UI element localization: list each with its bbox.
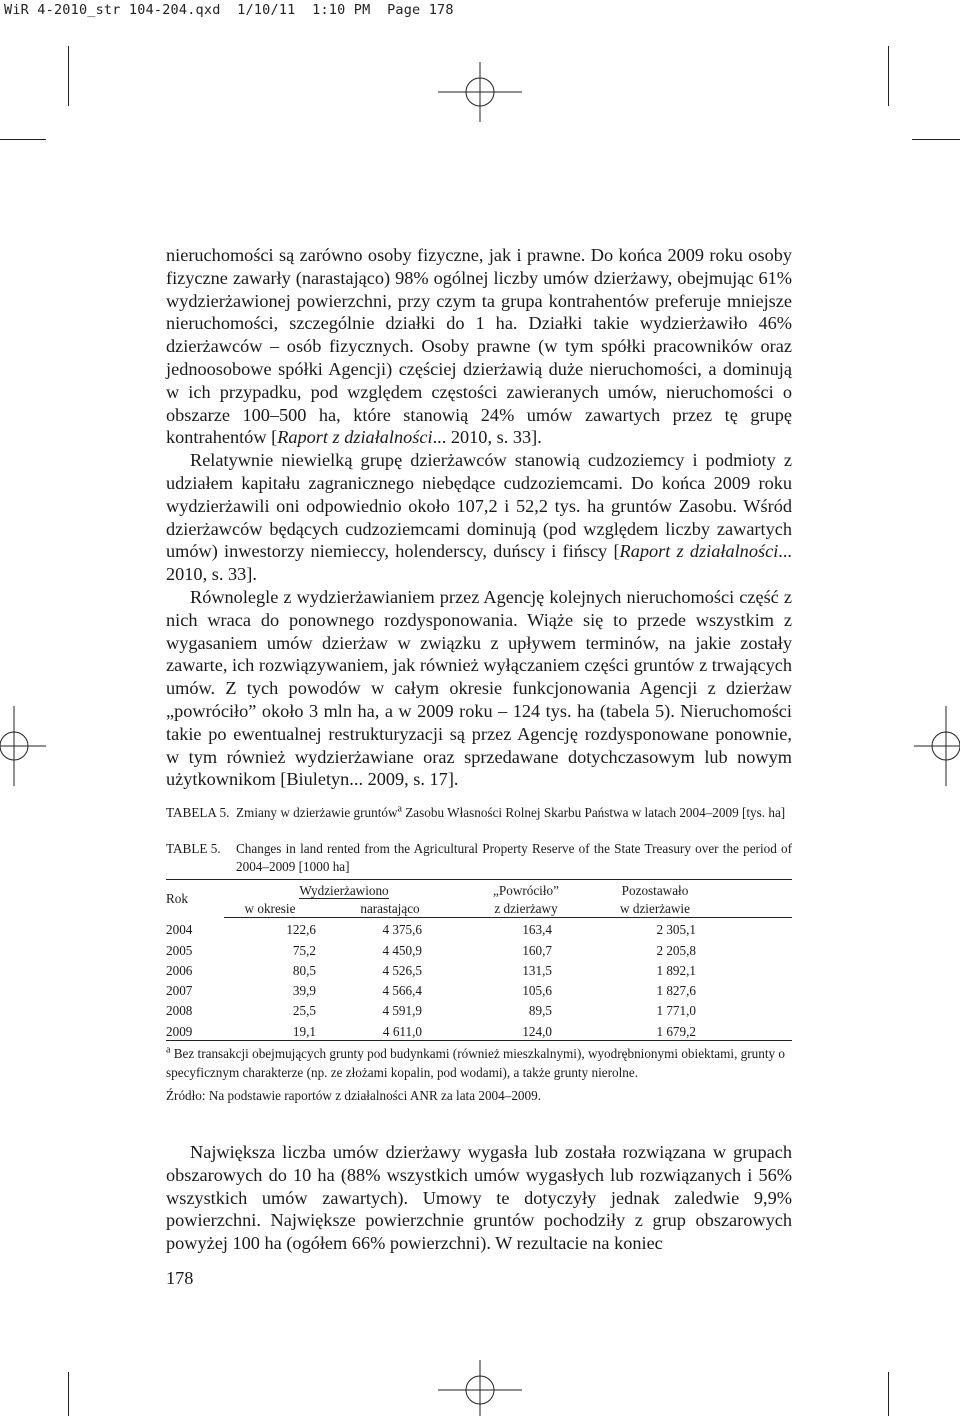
crop-mark xyxy=(68,46,69,106)
table-source: Źródło: Na podstawie raportów z działalności ANR za lata 2004–2009. xyxy=(166,1088,542,1103)
header-narastajaco: narastająco xyxy=(316,899,464,918)
header-z-dzierzawy: z dzierżawy xyxy=(464,899,588,918)
registration-mark-icon xyxy=(914,706,960,786)
bottom-text xyxy=(166,1141,792,1255)
paragraph: Relatywnie niewielką grupę dzierżawców stanowią cudzoziemcy i podmioty z udziałem kapitału zagranicznego niebędące cudzoziemcami. Do końca 2009 roku wydzierżawili oni odpowiednio około 107,2 i 52,2 tys. ha gruntów Zasobu. Wśród dzierżawców będących cudzoziemcami dominują (pod względem liczby zawartych umów) inwestorzy niemieccy, holenderscy, duńscy i fińscy [Raport z działalności... 2010, s. 33]. xyxy=(166,450,792,585)
table-row: 2005 75,2 4 450,9 160,7 2 205,8 xyxy=(166,942,696,958)
table-caption-en xyxy=(166,840,792,876)
paragraph: Największa liczba umów dzierżawy wygasła lub została rozwiązana w grupach obszarowych do 10 ha (88% wszystkich umów wygasłych lub rozwiązanych i 56% wszystkich umów zawartych). Umowy te dotyczyły jednak zaledwie 9,9% powierzchni. Największe powierzchnie gruntów pochodziły z grup obszarowych powyżej 100 ha (ogółem 66% powierzchni). W rezultacie na koniec xyxy=(166,1142,792,1254)
table-row: 2006 80,5 4 526,5 131,5 1 892,1 xyxy=(166,962,696,978)
caption-text: Zmiany w dzierżawie gruntów xyxy=(236,805,398,820)
header-w-okresie: w okresie xyxy=(224,899,316,918)
crop-mark xyxy=(68,1372,69,1416)
file-slug: WiR 4-2010_str 104-204.qxd 1/10/11 1:10 PM Page 178 xyxy=(4,2,454,18)
header-rok: Rok xyxy=(166,880,224,918)
header-pozostawalo: Pozostawało xyxy=(588,880,722,900)
table-caption-pl: TABELA 5. Zmiany w dzierżawie gruntów$^a$ Zasobu Własności Rolnej Skarbu Państwa w latach 2004–2009 [tys. ha] xyxy=(166,803,786,820)
header-powrocilo: „Powróciło” xyxy=(464,880,588,900)
crop-mark xyxy=(888,46,889,106)
crop-mark xyxy=(888,1372,889,1416)
registration-mark-icon xyxy=(0,706,46,786)
caption-label: TABLE 5. xyxy=(166,841,221,856)
data-table xyxy=(166,879,792,1041)
table-row: 2004 122,6 4 375,6 163,4 2 305,1 xyxy=(166,922,696,938)
registration-mark-icon xyxy=(438,62,522,122)
crop-mark xyxy=(912,139,960,140)
header-wydzierzawiono: Wydzierżawiono xyxy=(224,880,464,900)
caption-text: Changes in land rented from the Agricultural Property Reserve of the State Treasury over the period of 2004–2009 [1000 ha] xyxy=(236,841,792,874)
registration-mark-icon xyxy=(438,1360,522,1416)
table-footnote: $^a$ Bez transakcji obejmujących grunty pod budynkami (również mieszkalnymi), wyodrębnionymi obiektami, grunty o specyficznym charakterze (np. ze złożami kopalin, pod wodami), a także grunty nierolne. xyxy=(166,1044,785,1080)
main-text xyxy=(166,244,792,791)
header-w-dzierzawie: w dzierżawie xyxy=(588,899,722,918)
paragraph: nieruchomości są zarówno osoby fizyczne, jak i prawne. Do końca 2009 roku osoby fizyczne zawarły (narastająco) 98% ogólnej liczby umów dzierżawy, obejmując 61% wydzierżawionej powierzchni, przy czym ta grupa kontrahentów preferuje mniejsze nieruchomości, szczególnie działki do 1 ha. Działki takie wydzierżawiło 46% dzierżawców – osób fizycznych. Osoby prawne (w tym spółki pracowników oraz jednoosobowe spółki Agencji) częściej dzierżawią duże nieruchomości, a dominują w ich przypadku, pod względem częstości zawieranych umów, nieruchomości o obszarze 100–500 ha, które stanowią 24% umów zawartych przez tę grupę kontrahentów [Raport z działalności... 2010, s. 33]. xyxy=(166,245,792,448)
table-row: 2009 19,1 4 611,0 124,0 1 679,2 xyxy=(166,1019,792,1040)
crop-mark xyxy=(0,139,46,140)
paragraph: Równolegle z wydzierżawianiem przez Agencję kolejnych nieruchomości część z nich wraca do ponownego rozdysponowania. Wiąże się to przede wszystkim z wygasaniem umów dzierżaw w związku z upływem terminów, na jakie zostały zawarte, ich rozwiązywaniem, jak również wyłączaniem części gruntów z trwających umów. Z tych powodów w całym okresie funkcjonowania Agencji z dzierżaw „powróciło” około 3 mln ha, a w 2009 roku – 124 tys. ha (tabela 5). Nieruchomości takie po ewentualnej restrukturyzacji są przez Agencję rozdysponowane ponownie, w tym również wydzierżawiane oraz sprzedawane dotychczasowym lub nowym użytkownikom [Biuletyn... 2009, s. 17]. xyxy=(166,586,792,790)
table-row: 2008 25,5 4 591,9 89,5 1 771,0 xyxy=(166,1003,696,1019)
page-number: 178 xyxy=(166,1268,194,1288)
table-row: 2007 39,9 4 566,4 105,6 1 827,6 xyxy=(166,983,696,999)
caption-label: TABELA 5. xyxy=(166,805,230,820)
